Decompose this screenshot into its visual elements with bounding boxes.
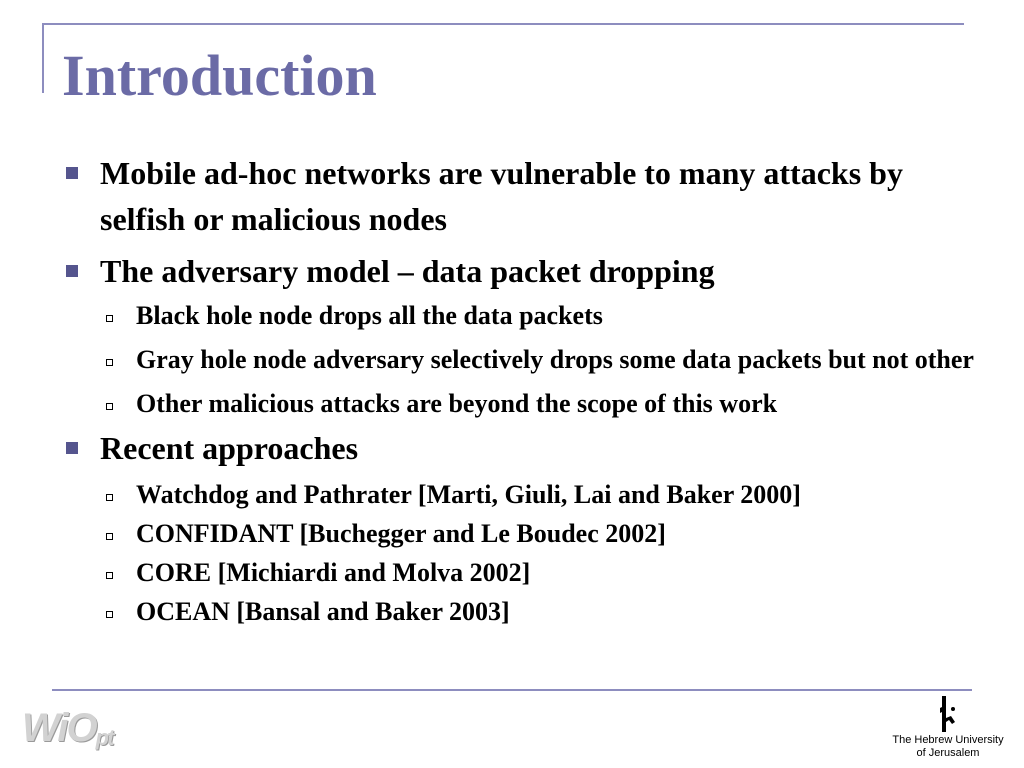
bullet-item (62, 248, 992, 294)
hollow-square-bullet-icon (106, 572, 113, 579)
hollow-square-bullet-icon (106, 494, 113, 501)
wioopt-logo (22, 706, 112, 751)
square-bullet-icon (66, 265, 78, 277)
hollow-square-bullet-icon (106, 611, 113, 618)
bullet-list (62, 150, 992, 631)
frame-top-line (42, 23, 964, 25)
sub-bullet-text: Black hole node drops all the data packets (136, 301, 603, 330)
hollow-square-bullet-icon (106, 359, 113, 366)
sub-bullet-item (62, 475, 992, 514)
sub-bullet-text: Other malicious attacks are beyond the scope of this work (136, 389, 778, 418)
hollow-square-bullet-icon (106, 315, 113, 322)
bullet-item (62, 150, 992, 242)
sub-bullet-text: OCEAN [Bansal and Baker 2003] (136, 597, 510, 626)
sub-bullet-item (62, 386, 992, 421)
hollow-square-bullet-icon (106, 403, 113, 410)
hebrew-university-name: The Hebrew University (892, 734, 1004, 746)
frame-bottom-line (52, 689, 972, 691)
sub-bullet-text: Watchdog and Pathrater [Marti, Giuli, Lai and Baker 2000] (136, 480, 801, 509)
frame-left-line (42, 23, 44, 93)
sub-bullet-item (62, 514, 992, 553)
bullet-text: The adversary model – data packet dropping (100, 253, 715, 289)
sub-bullet-group (62, 475, 992, 631)
sub-bullet-group (62, 298, 992, 421)
slide-content (62, 150, 992, 635)
sub-bullet-item (62, 298, 992, 333)
bullet-text: Recent approaches (100, 430, 359, 466)
sub-bullet-text: Gray hole node adversary selectively drops some data packets but not other (136, 345, 974, 374)
wioopt-logo-main: WiO (22, 706, 96, 750)
hebrew-university-logo (884, 694, 1012, 766)
wioopt-logo-small: pt (95, 725, 113, 750)
hollow-square-bullet-icon (106, 533, 113, 540)
hebrew-university-emblem-icon (935, 694, 961, 734)
slide-title: Introduction (62, 43, 377, 108)
square-bullet-icon (66, 442, 78, 454)
sub-bullet-item (62, 553, 992, 592)
bullet-text: Mobile ad-hoc networks are vulnerable to many attacks by selfish or malicious nodes (100, 155, 903, 237)
sub-bullet-item (62, 342, 992, 377)
sub-bullet-item (62, 592, 992, 631)
sub-bullet-text: CONFIDANT [Buchegger and Le Boudec 2002] (136, 519, 666, 548)
square-bullet-icon (66, 167, 78, 179)
hebrew-university-location: of Jerusalem (916, 747, 980, 759)
bullet-item (62, 425, 992, 471)
sub-bullet-text: CORE [Michiardi and Molva 2002] (136, 558, 531, 587)
